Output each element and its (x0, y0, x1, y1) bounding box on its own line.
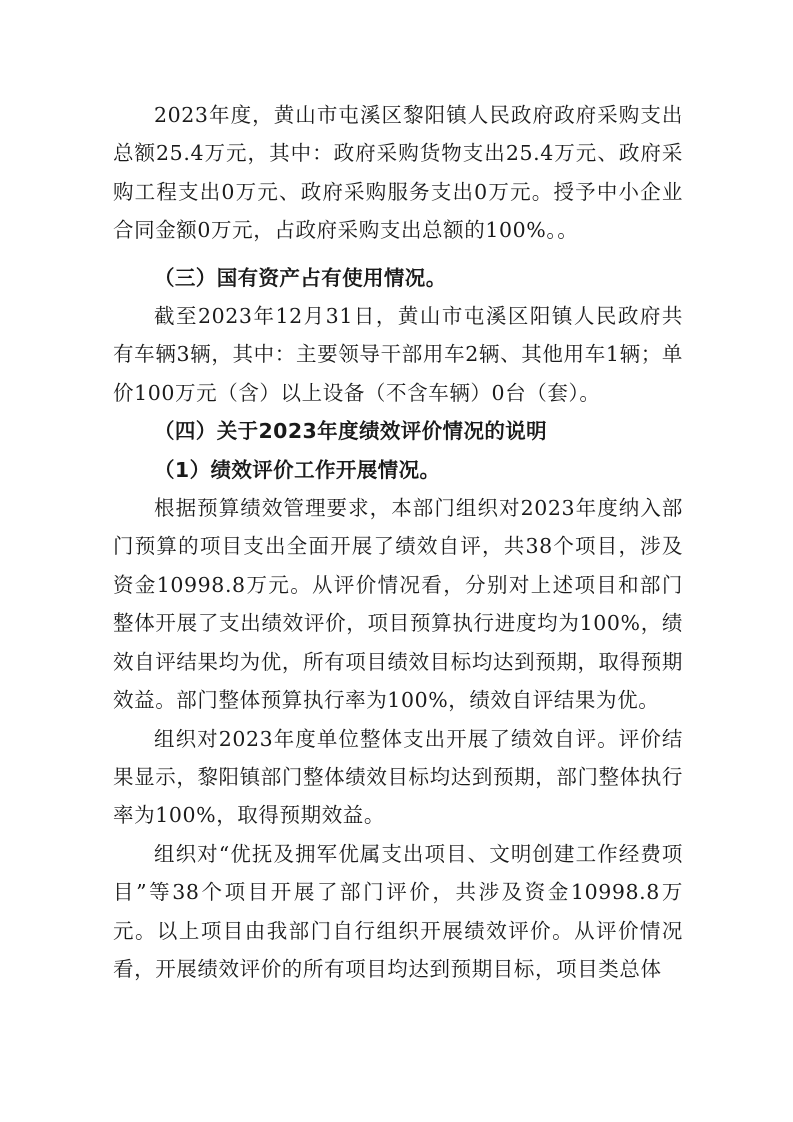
spacer (113, 250, 683, 259)
document-body (113, 96, 683, 988)
project-evaluation-paragraph: 组织对“优抚及拥军优属支出项目、文明创建工作经费项目”等38个项目开展了部门评价，共涉及资金10998.8万元。以上项目由我部门自行组织开展绩效评价。从评价情况看，开展绩效评价的所有项目均达到预期目标，项目类总体 (113, 841, 683, 981)
section-heading-performance: （四）关于2023年度绩效评价情况的说明 (154, 419, 548, 444)
section-heading-state-assets: （三）国有资产占有使用情况。 (154, 265, 447, 290)
evaluation-paragraph: 根据预算绩效管理要求，本部门组织对2023年度纳入部门预算的项目支出全面开展了绩效自评，共38个项目，涉及资金10998.8万元。从评价情况看，分别对上述项目和部门整体开展了支出绩效评价，项目预算执行进度均为100%，绩效自评结果均为优，所有项目绩效目标均达到预期，取得预期效益。部门整体预算执行率为100%，绩效自评结果为优。 (113, 496, 683, 713)
unit-evaluation-paragraph: 组织对2023年度单位整体支出开展了绩效自评。评价结果显示，黎阳镇部门整体绩效目标均达到预期，部门整体执行率为100%，取得预期效益。 (113, 726, 683, 828)
vehicles-paragraph: 截至2023年12月31日，黄山市屯溪区阳镇人民政府共有车辆3辆，其中：主要领导干部用车2辆、其他用车1辆；单价100万元（含）以上设备（不含车辆）0台（套）。 (113, 304, 683, 405)
subsection-heading-evaluation-work: （1）绩效评价工作开展情况。 (154, 457, 441, 482)
procurement-paragraph: 2023年度，黄山市屯溪区黎阳镇人民政府政府采购支出总额25.4万元，其中：政府采购货物支出25.4万元、政府采购工程支出0万元、政府采购服务支出0万元。授予中小企业合同金额0万元，占政府采购支出总额的100%。。 (113, 103, 683, 243)
